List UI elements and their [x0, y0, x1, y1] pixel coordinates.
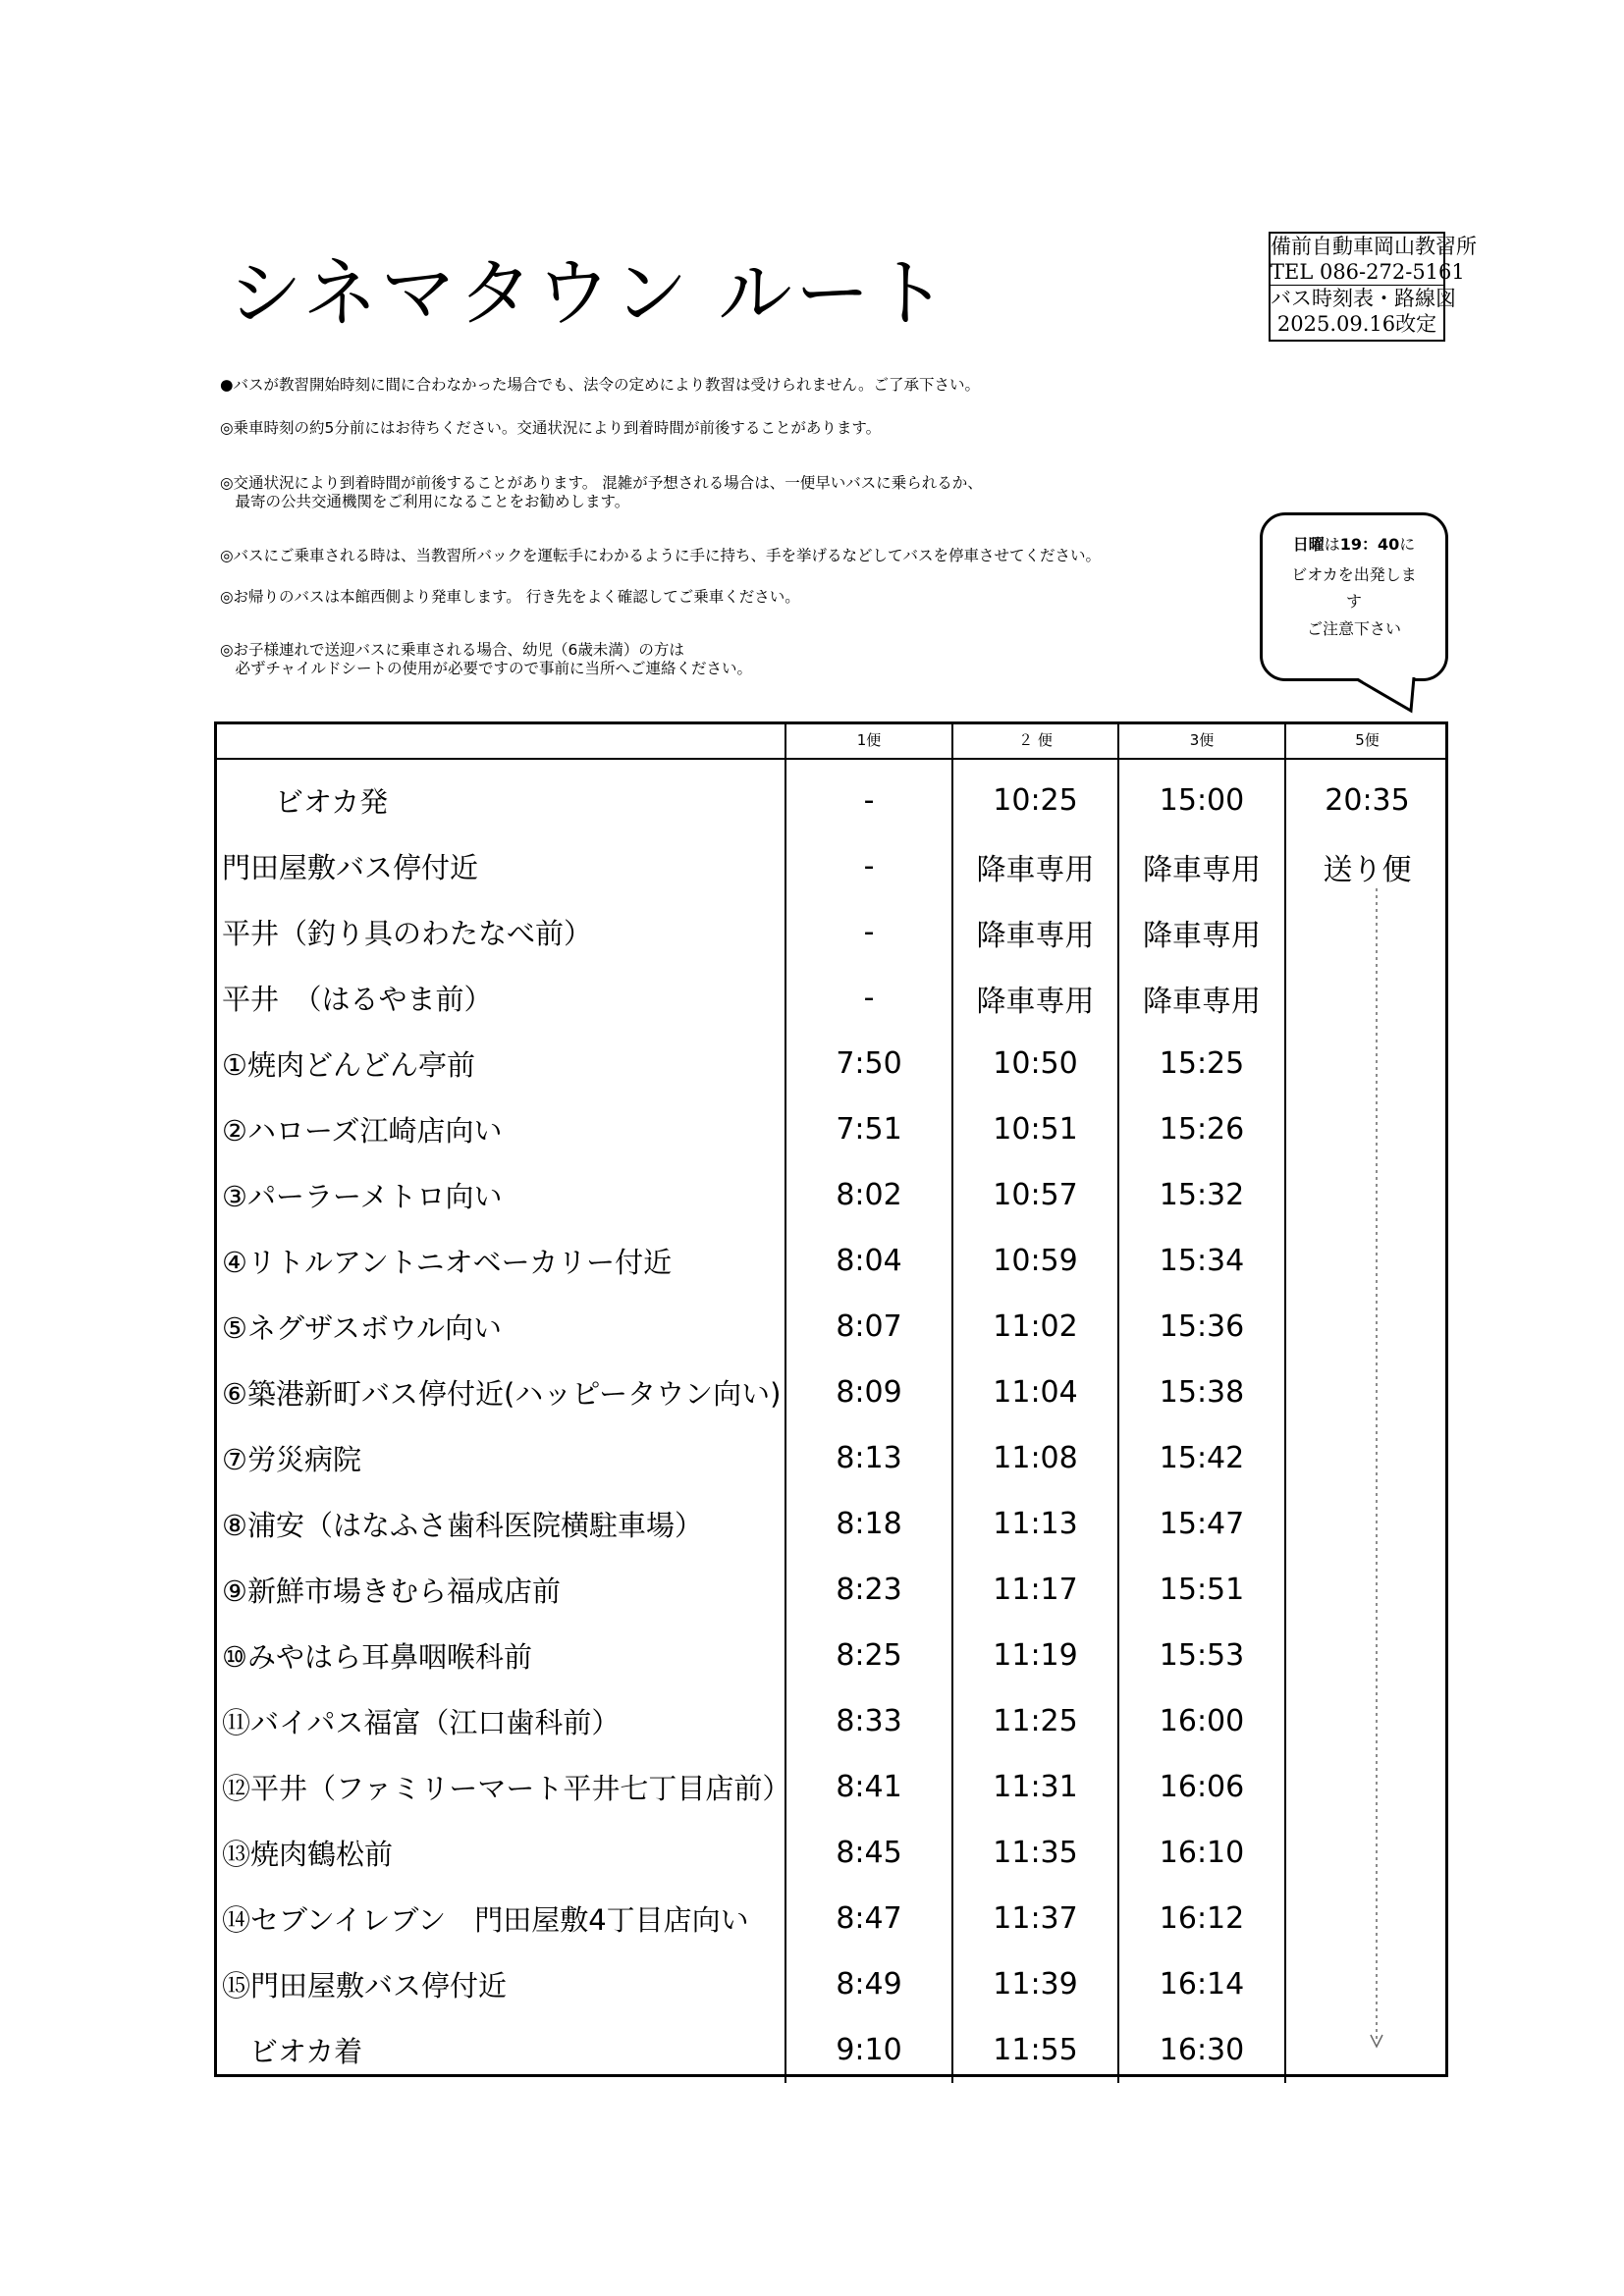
sunday-notice-line3: す — [1345, 592, 1362, 611]
note-3-cont: 最寄の公共交通機関をご利用になることをお勧めします。 — [220, 493, 630, 510]
timetable-header — [214, 721, 1448, 759]
cell-trip-2: 10:50 — [952, 1031, 1118, 1096]
cell-trip-3: 15:53 — [1118, 1623, 1285, 1688]
cell-trip-2: 11:19 — [952, 1623, 1118, 1688]
cell-trip-2: 11:13 — [952, 1491, 1118, 1557]
cell-trip-1: 8:04 — [785, 1228, 952, 1294]
cell-trip-1: 7:51 — [785, 1096, 952, 1162]
cell-trip-1: - — [785, 833, 952, 899]
cell-trip-1: 7:50 — [785, 1031, 952, 1096]
table-row — [214, 1162, 1448, 1228]
doc-type: バス時刻表・路線図 — [1271, 287, 1456, 310]
cell-trip-1: 8:13 — [785, 1425, 952, 1491]
cell-trip-1: - — [785, 965, 952, 1031]
header-trip-2: ２ 便 — [952, 721, 1118, 759]
table-row — [214, 1688, 1448, 1754]
cell-stop: ④リトルアントニオベーカリー付近 — [222, 1246, 673, 1279]
table-row — [214, 2017, 1448, 2083]
cell-stop: ⑫平井（ファミリーマート平井七丁目店前） — [222, 1772, 791, 1805]
cell-trip-2: 10:57 — [952, 1162, 1118, 1228]
cell-stop: ⑧浦安（はなふさ歯科医院横駐車場） — [222, 1509, 703, 1542]
cell-trip-2: 降車専用 — [952, 833, 1118, 899]
cell-trip-3: 15:47 — [1118, 1491, 1285, 1557]
school-phone: TEL 086-272-5161 — [1271, 260, 1465, 284]
down-arrow-icon — [1367, 888, 1386, 2056]
cell-trip-1: - — [785, 759, 952, 833]
cell-trip-3: 15:26 — [1118, 1096, 1285, 1162]
cell-trip-2: 11:55 — [952, 2017, 1118, 2083]
cell-stop: ⑨新鮮市場きむら福成店前 — [222, 1575, 561, 1608]
cell-trip-1: 8:47 — [785, 1886, 952, 1951]
cell-trip-2: 11:39 — [952, 1951, 1118, 2017]
cell-trip-3: 16:10 — [1118, 1820, 1285, 1886]
cell-stop: ⑮門田屋敷バス停付近 — [222, 1969, 508, 2002]
cell-trip-3: 降車専用 — [1118, 899, 1285, 965]
table-row — [214, 1491, 1448, 1557]
cell-trip-1: - — [785, 899, 952, 965]
cell-stop: ⑪バイパス福富（江口歯科前） — [222, 1706, 621, 1739]
cell-stop: ⑥築港新町バス停付近(ハッピータウン向い) — [222, 1377, 782, 1411]
cell-trip-2: 11:17 — [952, 1557, 1118, 1623]
cell-trip-2: 10:51 — [952, 1096, 1118, 1162]
table-row — [214, 759, 1448, 833]
header-stop — [214, 721, 785, 759]
table-row — [214, 1557, 1448, 1623]
cell-trip-3: 15:36 — [1118, 1294, 1285, 1360]
note-4: ◎バスにご乗車される時は、当教習所バックを運転手にわかるように手に持ち、手を挙げるなどしてバスを停車させてください。 — [220, 547, 1102, 564]
table-row — [214, 965, 1448, 1031]
table-row — [214, 1228, 1448, 1294]
cell-trip-1: 8:41 — [785, 1754, 952, 1820]
table-row — [214, 833, 1448, 899]
cell-trip-3: 16:14 — [1118, 1951, 1285, 2017]
cell-trip-2: 降車専用 — [952, 965, 1118, 1031]
cell-stop: ⑩みやはら耳鼻咽喉科前 — [222, 1640, 532, 1674]
table-row — [214, 1360, 1448, 1425]
cell-trip-3: 16:12 — [1118, 1886, 1285, 1951]
cell-trip-3: 16:30 — [1118, 2017, 1285, 2083]
cell-stop: ②ハローズ江崎店向い — [222, 1114, 503, 1148]
bubble-tail-icon — [1355, 677, 1424, 717]
note-6-cont: 必ずチャイルドシートの使用が必要ですので事前に当所へご連絡ください。 — [220, 660, 753, 677]
note-2: ◎乗車時刻の約5分前にはお待ちください。交通状況により到着時間が前後することがあります。 — [220, 419, 882, 437]
cell-trip-1: 8:49 — [785, 1951, 952, 2017]
cell-trip-1: 9:10 — [785, 2017, 952, 2083]
cell-trip-1: 8:45 — [785, 1820, 952, 1886]
cell-trip-2: 10:59 — [952, 1228, 1118, 1294]
cell-trip-2: 11:04 — [952, 1360, 1118, 1425]
timetable — [214, 721, 1448, 2083]
cell-trip-3: 15:42 — [1118, 1425, 1285, 1491]
cell-stop: ⑤ネグザスボウル向い — [222, 1311, 502, 1345]
cell-trip-2: 11:25 — [952, 1688, 1118, 1754]
cell-stop: ⑭セブンイレブン 門田屋敷4丁目店向い — [222, 1903, 749, 1937]
cell-trip-3: 15:34 — [1118, 1228, 1285, 1294]
cell-trip-1: 8:18 — [785, 1491, 952, 1557]
table-row — [214, 1754, 1448, 1820]
sunday-notice-line2: ビオカを出発しま — [1291, 565, 1417, 584]
table-row — [214, 1623, 1448, 1688]
header-trip-3: 3便 — [1118, 721, 1285, 759]
table-row — [214, 899, 1448, 965]
cell-stop: 平井 （はるやま前） — [222, 983, 493, 1016]
cell-trip-1: 8:25 — [785, 1623, 952, 1688]
cell-trip-3: 16:00 — [1118, 1688, 1285, 1754]
cell-stop: ⑬焼肉鶴松前 — [222, 1838, 394, 1871]
cell-stop: ビオカ発 — [275, 785, 389, 819]
cell-trip-1: 8:07 — [785, 1294, 952, 1360]
note-5: ◎お帰りのバスは本館西側より発車します。 行き先をよく確認してご乗車ください。 — [220, 588, 800, 606]
cell-stop: ビオカ着 — [249, 2035, 363, 2068]
cell-trip-2: 11:02 — [952, 1294, 1118, 1360]
cell-trip-2: 降車専用 — [952, 899, 1118, 965]
cell-trip-1: 8:09 — [785, 1360, 952, 1425]
table-row — [214, 1294, 1448, 1360]
revision-date: 2025.09.16改定 — [1276, 312, 1437, 336]
cell-trip-1: 8:33 — [785, 1688, 952, 1754]
cell-stop: ⑦労災病院 — [222, 1443, 361, 1476]
page-title: シネマタウン ルート — [228, 249, 950, 337]
sunday-notice-bubble — [1260, 512, 1448, 681]
table-row — [214, 1886, 1448, 1951]
cell-trip-3: 15:32 — [1118, 1162, 1285, 1228]
cell-trip-2: 11:35 — [952, 1820, 1118, 1886]
note-3: ◎交通状況により到着時間が前後することがあります。 混雑が予想される場合は、一便早いバスに乗られるか、 — [220, 474, 983, 492]
sunday-notice-line4: ご注意下さい — [1306, 619, 1401, 638]
cell-stop: 門田屋敷バス停付近 — [222, 851, 479, 884]
header-trip-1: 1便 — [785, 721, 952, 759]
note-6: ◎お子様連れで送迎バスに乗車される場合、幼児（6歳未満）の方は — [220, 641, 684, 659]
school-name: 備前自動車岡山教習所 — [1271, 235, 1477, 258]
cell-stop: ①焼肉どんどん亭前 — [222, 1048, 475, 1082]
school-stamp — [1269, 232, 1477, 342]
cell-trip-3: 15:00 — [1118, 759, 1285, 833]
table-row — [214, 1820, 1448, 1886]
cell-trip-3: 降車専用 — [1118, 833, 1285, 899]
table-row — [214, 1425, 1448, 1491]
cell-trip-3: 15:38 — [1118, 1360, 1285, 1425]
cell-trip-2: 10:25 — [952, 759, 1118, 833]
cell-trip-3: 降車専用 — [1118, 965, 1285, 1031]
table-row — [214, 1031, 1448, 1096]
cell-trip-1: 8:23 — [785, 1557, 952, 1623]
cell-trip-3: 16:06 — [1118, 1754, 1285, 1820]
cell-trip-5: 送り便 — [1285, 833, 1448, 899]
cell-stop: 平井（釣り具のわたなべ前） — [222, 917, 593, 950]
table-row — [214, 1951, 1448, 2017]
cell-stop: ③パーラーメトロ向い — [222, 1180, 503, 1213]
cell-trip-2: 11:37 — [952, 1886, 1118, 1951]
header-trip-5: 5便 — [1285, 721, 1448, 759]
table-row — [214, 1096, 1448, 1162]
cell-trip-3: 15:51 — [1118, 1557, 1285, 1623]
cell-trip-3: 15:25 — [1118, 1031, 1285, 1096]
note-1: ●バスが教習開始時刻に間に合わなかった場合でも、法令の定めにより教習は受けられません。ご了承下さい。 — [220, 376, 980, 394]
cell-trip-5: 20:35 — [1285, 759, 1448, 833]
cell-trip-2: 11:31 — [952, 1754, 1118, 1820]
cell-trip-1: 8:02 — [785, 1162, 952, 1228]
cell-trip-2: 11:08 — [952, 1425, 1118, 1491]
sunday-notice-line1: 日曜は19：40に — [1292, 535, 1416, 554]
